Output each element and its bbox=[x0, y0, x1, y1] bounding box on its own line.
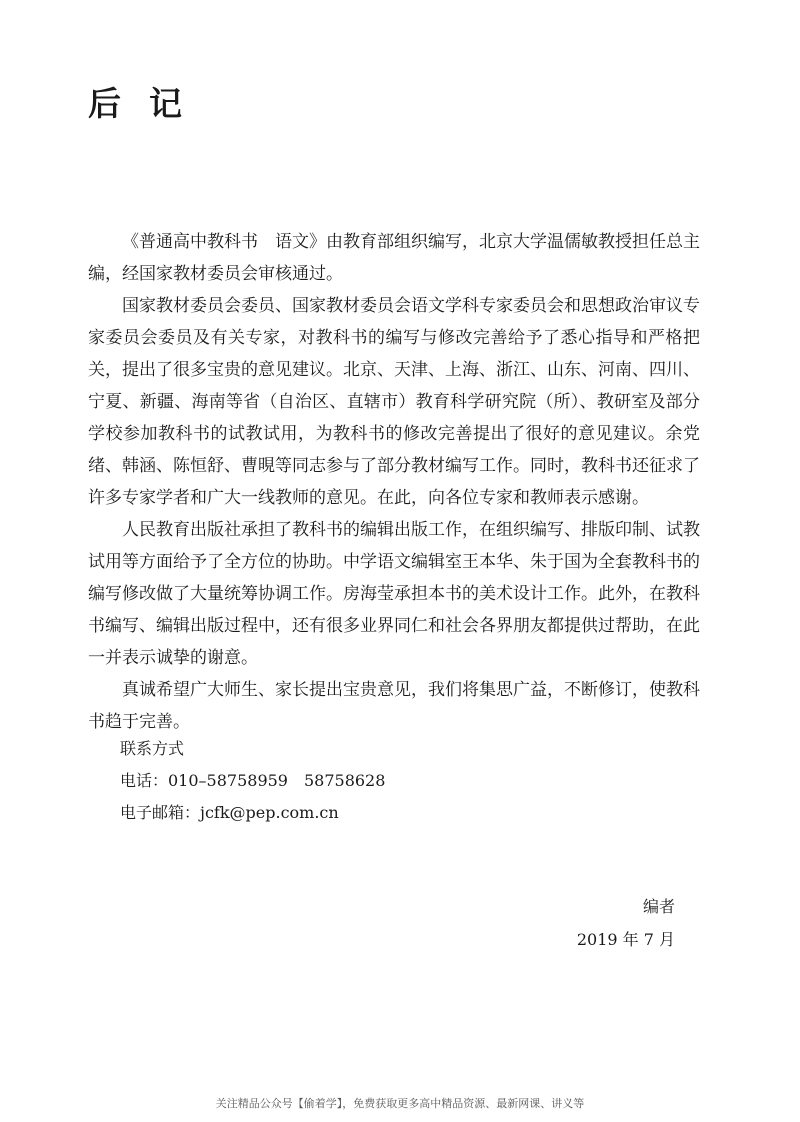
signature-author: 编者 bbox=[642, 897, 675, 916]
contact-phone: 电话：010–58758959 58758628 bbox=[120, 771, 386, 790]
paragraph-1: 《普通高中教科书 语文》由教育部组织编写，北京大学温儒敏教授担任总主编，经国家教材委员会审核通过。 bbox=[88, 232, 700, 284]
signature-date: 2019 年 7 月 bbox=[576, 930, 675, 949]
afterword-body bbox=[88, 226, 700, 738]
footer-note: 关注精品公众号【偷着学】，免费获取更多高中精品资源、最新网课、讲义等 bbox=[215, 1097, 585, 1110]
contact-heading: 联系方式 bbox=[120, 739, 185, 758]
contact-email: 电子邮箱：jcfk@pep.com.cn bbox=[120, 803, 339, 822]
signature-block bbox=[577, 890, 675, 956]
contact-block bbox=[120, 733, 385, 829]
paragraph-3: 人民教育出版社承担了教科书的编辑出版工作，在组织编写、排版印制、试教试用等方面给予了全方位的协助。中学语文编辑室王本华、朱于国为全套教科书的编写修改做了大量统筹协调工作。房海莹承担本书的美术设计工作。此外，在教科书编写、编辑出版过程中，还有很多业界同仁和社会各界朋友都提供过帮助，在此一并表示诚挚的谢意。 bbox=[88, 520, 700, 668]
paragraph-4: 真诚希望广大师生、家长提出宝贵意见，我们将集思广益，不断修订，使教科书趋于完善。 bbox=[88, 680, 700, 732]
paragraph-2: 国家教材委员会委员、国家教材委员会语文学科专家委员会和思想政治审议专家委员会委员及有关专家，对教科书的编写与修改完善给予了悉心指导和严格把关，提出了很多宝贵的意见建议。北京、天津、上海、浙江、山东、河南、四川、宁夏、新疆、海南等省（自治区、直辖市）教育科学研究院（所）、教研室及部分学校参加教科书的试教试用，为教科书的修改完善提出了很好的意见建议。余党绪、韩涵、陈恒舒、曹晛等同志参与了部分教材编写工作。同时，教科书还征求了许多专家学者和广大一线教师的意见。在此，向各位专家和教师表示感谢。 bbox=[88, 296, 700, 508]
page-title: 后记 bbox=[88, 84, 210, 123]
